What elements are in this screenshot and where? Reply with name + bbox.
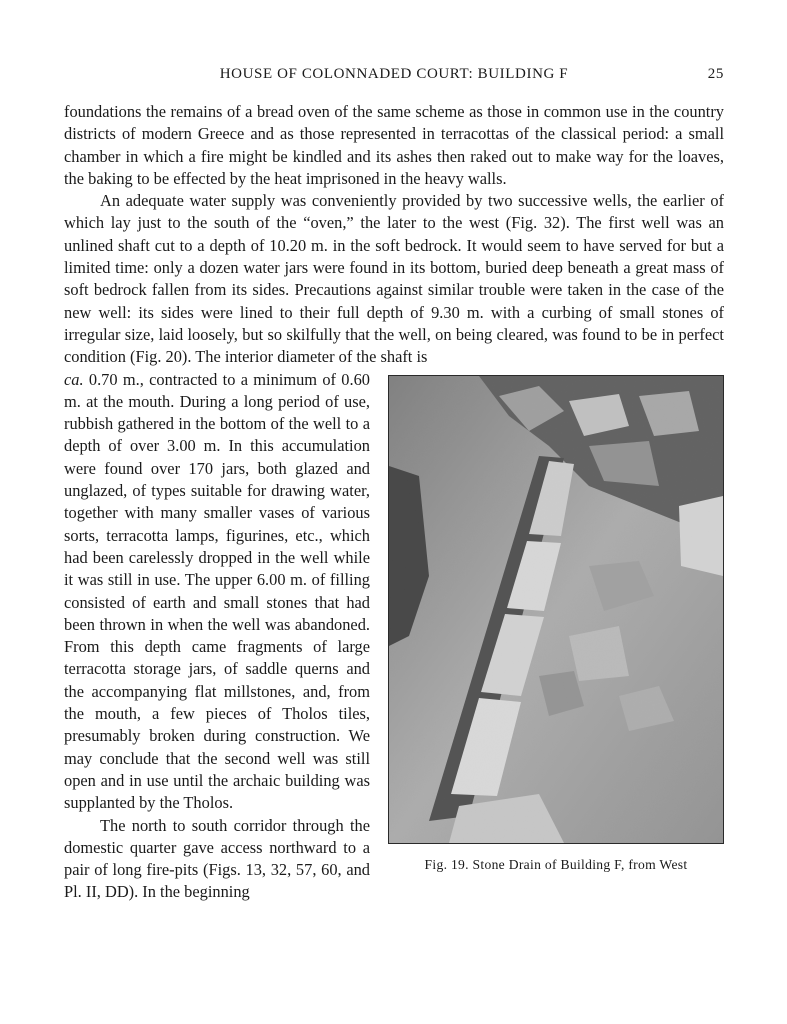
figure-19 [388,375,724,874]
paragraph-2 [64,190,724,368]
paragraph-2-part-b: 0.70 m., contracted to a minimum of 0.60 m. at the mouth. During a long period of use, rubbish gathered in the bottom of the well to a depth of over 3.00 m. In this accumulation were found over 170 jars, both glazed and unglazed, of types suitable for drawing water, together with many smaller vases of various sorts, terracotta lamps, figurines, etc., which had been carelessly dropped in the well while it was still in use. The upper 6.00 m. of filling consisted of earth and small stones that had been thrown in when the well was abandoned. From this depth came fragments of large terracotta storage jars, of saddle querns and the accompanying flat millstones, and, from the mouth, a few pieces of Tholos tiles, presumably broken during construction. We may conclude that the second well was still open and in use until the archaic building was supplanted by the Tholos. [64,369,370,813]
page-number: 25 [707,66,724,82]
running-title: HOUSE OF COLONNADED COURT: BUILDING F [219,66,569,82]
stone-drain-photo [388,375,724,844]
paragraph-3: The north to south corridor through the domestic quarter gave access northward to a pair of long fire-pits (Figs. 13, 32, 57, 60, and Pl. II, DD). In the beginning [64,815,370,902]
abbreviation-ca: ca. [64,369,84,389]
body-text [64,101,724,904]
figure-caption: Fig. 19. Stone Drain of Building F, from West [424,856,688,872]
running-head [64,66,724,88]
paragraph-2-part-a: An adequate water supply was conveniently provided by two successive wells, the earlier of which lay just to the south of the “oven,” the later to the west (Fig. 32). The first well was an unlined shaft cut to a depth of 10.20 m. in the soft bedrock. It would seem to have served for but a limited time: only a dozen water jars were found in its bottom, buried deep beneath a great mass of soft bedrock fallen from its sides. Precautions against similar trouble were taken in the case of the new well: its sides were lined to their full depth of 9.30 m. with a curbing of small stones of irregular size, laid loosely, but so skilfully that the well, on being cleared, was found to be in perfect condition (Fig. 20). The interior diameter of the shaft is [64,191,724,367]
paragraph-1: foundations the remains of a bread oven of the same scheme as those in common use in the country districts of modern Greece and as those represented in terracottas of the classical period: a small chamber in which a fire might be kindled and its ashes then raked out to make way for the loaves, the baking to be effected by the heat imprisoned in the heavy walls. [64,102,724,188]
